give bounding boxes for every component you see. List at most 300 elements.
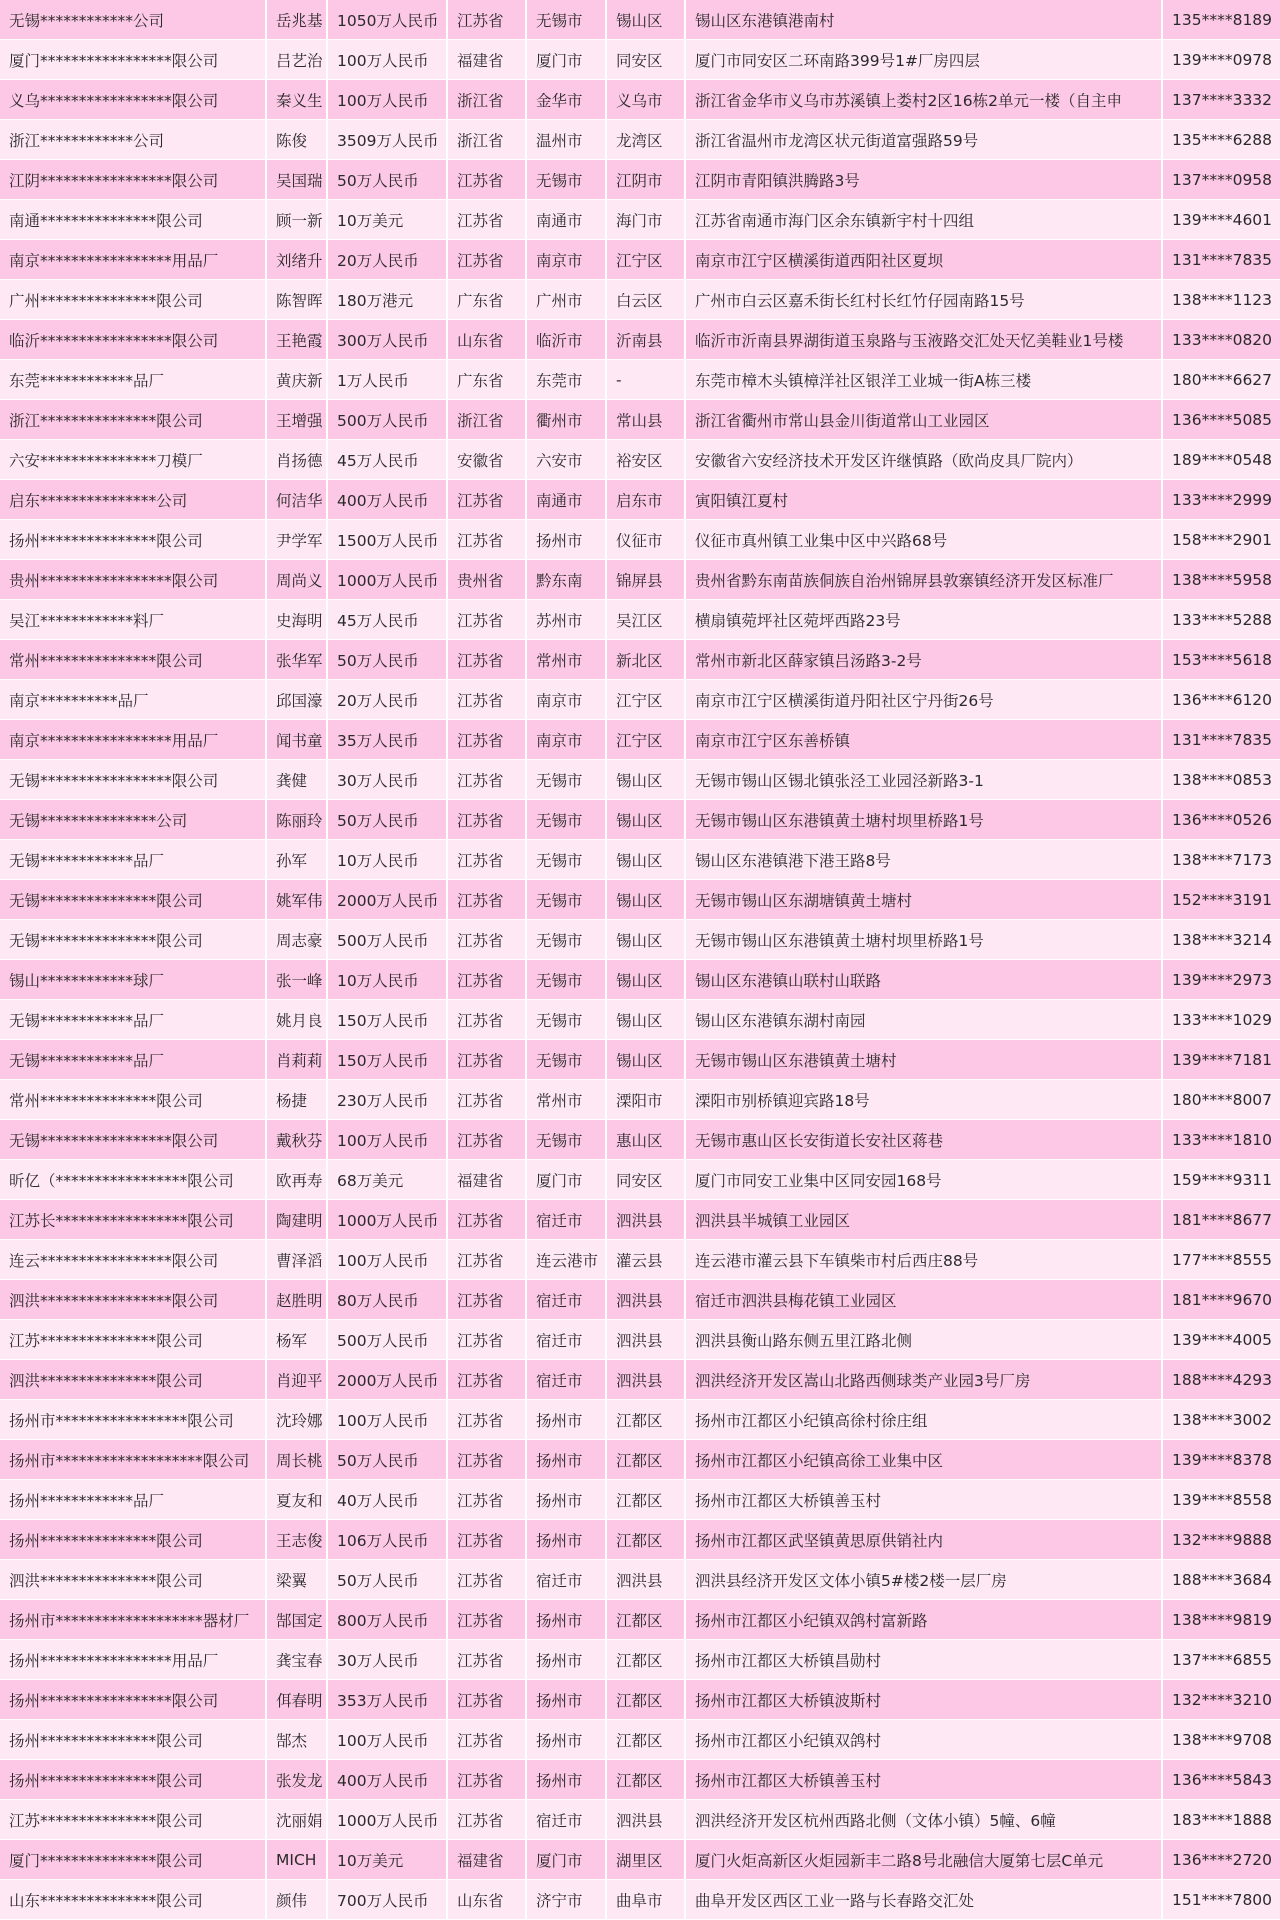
province-cell: 江苏省 — [447, 640, 526, 680]
phone-cell: 189****0548 — [1162, 440, 1280, 480]
registered-capital-cell: 50万人民币 — [327, 1560, 447, 1600]
phone-cell: 180****8007 — [1162, 1080, 1280, 1120]
city-cell: 无锡市 — [526, 760, 606, 800]
contact-person-cell: 黄庆新 — [266, 360, 327, 400]
city-cell: 苏州市 — [526, 600, 606, 640]
company-name-cell: 南京*****************用品厂 — [0, 240, 266, 280]
registered-capital-cell: 100万人民币 — [327, 1720, 447, 1760]
registered-capital-cell: 10万人民币 — [327, 960, 447, 1000]
table-row — [0, 720, 1280, 760]
phone-cell: 133****5288 — [1162, 600, 1280, 640]
city-cell: 南京市 — [526, 720, 606, 760]
company-name-cell: 扬州市*******************限公司 — [0, 1440, 266, 1480]
city-cell: 扬州市 — [526, 1440, 606, 1480]
address-cell: 锡山区东港镇山联村山联路 — [685, 960, 1162, 1000]
table-row — [0, 1160, 1280, 1200]
province-cell: 江苏省 — [447, 1680, 526, 1720]
province-cell: 江苏省 — [447, 0, 526, 40]
table-row — [0, 400, 1280, 440]
company-name-cell: 江苏***************限公司 — [0, 1320, 266, 1360]
address-cell: 泗洪县半城镇工业园区 — [685, 1200, 1162, 1240]
contact-person-cell: 曹泽滔 — [266, 1240, 327, 1280]
contact-person-cell: 肖莉莉 — [266, 1040, 327, 1080]
contact-person-cell: 颜伟 — [266, 1880, 327, 1920]
registered-capital-cell: 45万人民币 — [327, 440, 447, 480]
district-cell: - — [606, 360, 685, 400]
registered-capital-cell: 30万人民币 — [327, 1640, 447, 1680]
district-cell: 锡山区 — [606, 800, 685, 840]
company-name-cell: 无锡************公司 — [0, 0, 266, 40]
table-row — [0, 1600, 1280, 1640]
company-name-cell: 厦门***************限公司 — [0, 1840, 266, 1880]
table-row — [0, 1280, 1280, 1320]
registered-capital-cell: 35万人民币 — [327, 720, 447, 760]
district-cell: 泗洪县 — [606, 1800, 685, 1840]
district-cell: 同安区 — [606, 40, 685, 80]
registered-capital-cell: 400万人民币 — [327, 480, 447, 520]
address-cell: 浙江省衢州市常山县金川街道常山工业园区 — [685, 400, 1162, 440]
contact-person-cell: 肖扬德 — [266, 440, 327, 480]
address-cell: 锡山区东港镇港下港王路8号 — [685, 840, 1162, 880]
table-row — [0, 1240, 1280, 1280]
address-cell: 扬州市江都区小纪镇高徐村徐庄组 — [685, 1400, 1162, 1440]
district-cell: 锡山区 — [606, 760, 685, 800]
phone-cell: 139****4005 — [1162, 1320, 1280, 1360]
company-name-cell: 泗洪*****************限公司 — [0, 1280, 266, 1320]
table-row — [0, 360, 1280, 400]
city-cell: 扬州市 — [526, 1680, 606, 1720]
table-row — [0, 1320, 1280, 1360]
phone-cell: 137****0958 — [1162, 160, 1280, 200]
province-cell: 福建省 — [447, 1840, 526, 1880]
company-name-cell: 吴江************料厂 — [0, 600, 266, 640]
table-row — [0, 440, 1280, 480]
registered-capital-cell: 50万人民币 — [327, 160, 447, 200]
company-name-cell: 南京*****************用品厂 — [0, 720, 266, 760]
company-name-cell: 无锡***************限公司 — [0, 880, 266, 920]
table-row — [0, 800, 1280, 840]
province-cell: 江苏省 — [447, 160, 526, 200]
city-cell: 扬州市 — [526, 1600, 606, 1640]
district-cell: 裕安区 — [606, 440, 685, 480]
district-cell: 白云区 — [606, 280, 685, 320]
registered-capital-cell: 68万美元 — [327, 1160, 447, 1200]
contact-person-cell: 顾一新 — [266, 200, 327, 240]
city-cell: 南京市 — [526, 680, 606, 720]
registered-capital-cell: 20万人民币 — [327, 680, 447, 720]
city-cell: 东莞市 — [526, 360, 606, 400]
registered-capital-cell: 40万人民币 — [327, 1480, 447, 1520]
contact-person-cell: 张一峰 — [266, 960, 327, 1000]
district-cell: 溧阳市 — [606, 1080, 685, 1120]
province-cell: 江苏省 — [447, 1800, 526, 1840]
province-cell: 江苏省 — [447, 600, 526, 640]
city-cell: 无锡市 — [526, 160, 606, 200]
table-row — [0, 1840, 1280, 1880]
address-cell: 扬州市江都区小纪镇高徐工业集中区 — [685, 1440, 1162, 1480]
province-cell: 江苏省 — [447, 1080, 526, 1120]
contact-person-cell: 周长桃 — [266, 1440, 327, 1480]
address-cell: 江阴市青阳镇洪腾路3号 — [685, 160, 1162, 200]
district-cell: 常山县 — [606, 400, 685, 440]
contact-person-cell: 闻书童 — [266, 720, 327, 760]
address-cell: 横扇镇菀坪社区菀坪西路23号 — [685, 600, 1162, 640]
address-cell: 泗洪经济开发区嵩山北路西侧球类产业园3号厂房 — [685, 1360, 1162, 1400]
company-name-cell: 扬州************品厂 — [0, 1480, 266, 1520]
contact-person-cell: 陶建明 — [266, 1200, 327, 1240]
table-row — [0, 1640, 1280, 1680]
district-cell: 曲阜市 — [606, 1880, 685, 1920]
district-cell: 锦屏县 — [606, 560, 685, 600]
province-cell: 江苏省 — [447, 840, 526, 880]
contact-person-cell: 张华军 — [266, 640, 327, 680]
city-cell: 临沂市 — [526, 320, 606, 360]
phone-cell: 133****1810 — [1162, 1120, 1280, 1160]
city-cell: 无锡市 — [526, 1000, 606, 1040]
company-name-cell: 无锡***************公司 — [0, 800, 266, 840]
registered-capital-cell: 1500万人民币 — [327, 520, 447, 560]
city-cell: 宿迁市 — [526, 1560, 606, 1600]
contact-person-cell: 吕艺治 — [266, 40, 327, 80]
district-cell: 锡山区 — [606, 1040, 685, 1080]
phone-cell: 135****6288 — [1162, 120, 1280, 160]
province-cell: 浙江省 — [447, 120, 526, 160]
company-name-cell: 无锡*****************限公司 — [0, 1120, 266, 1160]
city-cell: 六安市 — [526, 440, 606, 480]
address-cell: 扬州市江都区武坚镇黄思原供销社内 — [685, 1520, 1162, 1560]
district-cell: 江都区 — [606, 1520, 685, 1560]
district-cell: 江都区 — [606, 1640, 685, 1680]
address-cell: 无锡市锡山区东港镇黄土塘村坝里桥路1号 — [685, 920, 1162, 960]
table-row — [0, 880, 1280, 920]
province-cell: 江苏省 — [447, 880, 526, 920]
contact-person-cell: 陈智晖 — [266, 280, 327, 320]
address-cell: 扬州市江都区大桥镇善玉村 — [685, 1480, 1162, 1520]
phone-cell: 138****1123 — [1162, 280, 1280, 320]
registered-capital-cell: 100万人民币 — [327, 40, 447, 80]
phone-cell: 181****8677 — [1162, 1200, 1280, 1240]
address-cell: 溧阳市别桥镇迎宾路18号 — [685, 1080, 1162, 1120]
city-cell: 宿迁市 — [526, 1200, 606, 1240]
district-cell: 泗洪县 — [606, 1200, 685, 1240]
address-cell: 无锡市锡山区东港镇黄土塘村 — [685, 1040, 1162, 1080]
table-row — [0, 1880, 1280, 1920]
phone-cell: 137****6855 — [1162, 1640, 1280, 1680]
contact-person-cell: 杨捷 — [266, 1080, 327, 1120]
province-cell: 江苏省 — [447, 800, 526, 840]
address-cell: 浙江省金华市义乌市苏溪镇上娄村2区16栋2单元一楼（自主申 — [685, 80, 1162, 120]
district-cell: 江都区 — [606, 1480, 685, 1520]
district-cell: 泗洪县 — [606, 1320, 685, 1360]
table-row — [0, 1040, 1280, 1080]
registered-capital-cell: 700万人民币 — [327, 1880, 447, 1920]
registered-capital-cell: 1000万人民币 — [327, 560, 447, 600]
address-cell: 无锡市锡山区东湖塘镇黄土塘村 — [685, 880, 1162, 920]
contact-person-cell: 佴春明 — [266, 1680, 327, 1720]
city-cell: 无锡市 — [526, 800, 606, 840]
registered-capital-cell: 150万人民币 — [327, 1040, 447, 1080]
address-cell: 临沂市沂南县界湖街道玉泉路与玉液路交汇处天忆美鞋业1号楼 — [685, 320, 1162, 360]
province-cell: 江苏省 — [447, 760, 526, 800]
company-name-cell: 常州***************限公司 — [0, 640, 266, 680]
address-cell: 扬州市江都区小纪镇双鸽村富新路 — [685, 1600, 1162, 1640]
table-row — [0, 840, 1280, 880]
province-cell: 浙江省 — [447, 80, 526, 120]
province-cell: 江苏省 — [447, 1000, 526, 1040]
province-cell: 江苏省 — [447, 1600, 526, 1640]
district-cell: 江都区 — [606, 1720, 685, 1760]
registered-capital-cell: 50万人民币 — [327, 1440, 447, 1480]
contact-person-cell: 岳兆基 — [266, 0, 327, 40]
province-cell: 江苏省 — [447, 960, 526, 1000]
province-cell: 广东省 — [447, 360, 526, 400]
table-row — [0, 1400, 1280, 1440]
phone-cell: 177****8555 — [1162, 1240, 1280, 1280]
address-cell: 安徽省六安经济技术开发区许继慎路（欧尚皮具厂院内） — [685, 440, 1162, 480]
registered-capital-cell: 50万人民币 — [327, 800, 447, 840]
province-cell: 安徽省 — [447, 440, 526, 480]
registered-capital-cell: 2000万人民币 — [327, 1360, 447, 1400]
table-row — [0, 1800, 1280, 1840]
phone-cell: 132****9888 — [1162, 1520, 1280, 1560]
contact-person-cell: 吴国瑞 — [266, 160, 327, 200]
contact-person-cell: MICH — [266, 1840, 327, 1880]
district-cell: 江都区 — [606, 1600, 685, 1640]
address-cell: 锡山区东港镇港南村 — [685, 0, 1162, 40]
contact-person-cell: 秦义生 — [266, 80, 327, 120]
table-row — [0, 160, 1280, 200]
district-cell: 锡山区 — [606, 880, 685, 920]
registered-capital-cell: 353万人民币 — [327, 1680, 447, 1720]
registered-capital-cell: 230万人民币 — [327, 1080, 447, 1120]
company-name-cell: 贵州*****************限公司 — [0, 560, 266, 600]
city-cell: 无锡市 — [526, 960, 606, 1000]
district-cell: 义乌市 — [606, 80, 685, 120]
address-cell: 江苏省南通市海门区余东镇新宇村十四组 — [685, 200, 1162, 240]
phone-cell: 131****7835 — [1162, 240, 1280, 280]
phone-cell: 136****5843 — [1162, 1760, 1280, 1800]
table-row — [0, 640, 1280, 680]
table-row — [0, 1520, 1280, 1560]
city-cell: 扬州市 — [526, 1760, 606, 1800]
table-row — [0, 1200, 1280, 1240]
registered-capital-cell: 500万人民币 — [327, 400, 447, 440]
province-cell: 江苏省 — [447, 720, 526, 760]
registered-capital-cell: 50万人民币 — [327, 640, 447, 680]
table-row — [0, 1120, 1280, 1160]
city-cell: 广州市 — [526, 280, 606, 320]
contact-person-cell: 肖迎平 — [266, 1360, 327, 1400]
province-cell: 福建省 — [447, 1160, 526, 1200]
table-row — [0, 80, 1280, 120]
registered-capital-cell: 10万美元 — [327, 1840, 447, 1880]
address-cell: 南京市江宁区横溪街道丹阳社区宁丹街26号 — [685, 680, 1162, 720]
contact-person-cell: 赵胜明 — [266, 1280, 327, 1320]
phone-cell: 138****7173 — [1162, 840, 1280, 880]
district-cell: 新北区 — [606, 640, 685, 680]
table-row — [0, 1360, 1280, 1400]
registered-capital-cell: 30万人民币 — [327, 760, 447, 800]
province-cell: 江苏省 — [447, 1720, 526, 1760]
city-cell: 温州市 — [526, 120, 606, 160]
registered-capital-cell: 800万人民币 — [327, 1600, 447, 1640]
company-name-cell: 扬州市*******************器材厂 — [0, 1600, 266, 1640]
address-cell: 连云港市灌云县下车镇柴市村后西庄88号 — [685, 1240, 1162, 1280]
district-cell: 江都区 — [606, 1760, 685, 1800]
province-cell: 山东省 — [447, 320, 526, 360]
phone-cell: 136****0526 — [1162, 800, 1280, 840]
address-cell: 贵州省黔东南苗族侗族自治州锦屏县敦寨镇经济开发区标准厂 — [685, 560, 1162, 600]
district-cell: 江宁区 — [606, 680, 685, 720]
address-cell: 无锡市锡山区东港镇黄土塘村坝里桥路1号 — [685, 800, 1162, 840]
phone-cell: 138****3002 — [1162, 1400, 1280, 1440]
district-cell: 江都区 — [606, 1440, 685, 1480]
registered-capital-cell: 10万美元 — [327, 200, 447, 240]
phone-cell: 188****3684 — [1162, 1560, 1280, 1600]
registered-capital-cell: 1万人民币 — [327, 360, 447, 400]
contact-person-cell: 陈俊 — [266, 120, 327, 160]
table-row — [0, 480, 1280, 520]
contact-person-cell: 杨军 — [266, 1320, 327, 1360]
city-cell: 扬州市 — [526, 520, 606, 560]
company-name-cell: 扬州*****************用品厂 — [0, 1640, 266, 1680]
province-cell: 江苏省 — [447, 1040, 526, 1080]
company-name-cell: 六安***************刀模厂 — [0, 440, 266, 480]
city-cell: 厦门市 — [526, 1840, 606, 1880]
company-name-cell: 临沂*****************限公司 — [0, 320, 266, 360]
phone-cell: 158****2901 — [1162, 520, 1280, 560]
company-name-cell: 启东***************公司 — [0, 480, 266, 520]
address-cell: 泗洪经济开发区杭州西路北侧（文体小镇）5幢、6幢 — [685, 1800, 1162, 1840]
province-cell: 江苏省 — [447, 240, 526, 280]
registered-capital-cell: 1000万人民币 — [327, 1200, 447, 1240]
company-name-cell: 泗洪***************限公司 — [0, 1360, 266, 1400]
contact-person-cell: 尹学军 — [266, 520, 327, 560]
company-name-cell: 泗洪***************限公司 — [0, 1560, 266, 1600]
city-cell: 宿迁市 — [526, 1800, 606, 1840]
province-cell: 江苏省 — [447, 1480, 526, 1520]
contact-person-cell: 陈丽玲 — [266, 800, 327, 840]
district-cell: 湖里区 — [606, 1840, 685, 1880]
province-cell: 广东省 — [447, 280, 526, 320]
city-cell: 南通市 — [526, 200, 606, 240]
registered-capital-cell: 3509万人民币 — [327, 120, 447, 160]
company-name-cell: 扬州***************限公司 — [0, 1520, 266, 1560]
registered-capital-cell: 500万人民币 — [327, 920, 447, 960]
district-cell: 江都区 — [606, 1400, 685, 1440]
address-cell: 广州市白云区嘉禾街长红村长红竹仔园南路15号 — [685, 280, 1162, 320]
company-name-cell: 昕亿（*****************限公司 — [0, 1160, 266, 1200]
registered-capital-cell: 45万人民币 — [327, 600, 447, 640]
contact-person-cell: 龚健 — [266, 760, 327, 800]
phone-cell: 131****7835 — [1162, 720, 1280, 760]
company-name-cell: 江苏***************限公司 — [0, 1800, 266, 1840]
contact-person-cell: 何洁华 — [266, 480, 327, 520]
table-row — [0, 1560, 1280, 1600]
company-name-cell: 义乌*****************限公司 — [0, 80, 266, 120]
contact-person-cell: 郜杰 — [266, 1720, 327, 1760]
province-cell: 江苏省 — [447, 1640, 526, 1680]
table-row — [0, 1720, 1280, 1760]
city-cell: 无锡市 — [526, 1040, 606, 1080]
city-cell: 南通市 — [526, 480, 606, 520]
contact-person-cell: 姚军伟 — [266, 880, 327, 920]
company-name-cell: 扬州***************限公司 — [0, 1720, 266, 1760]
district-cell: 海门市 — [606, 200, 685, 240]
address-cell: 厦门市同安区二环南路399号1#厂房四层 — [685, 40, 1162, 80]
table-row — [0, 40, 1280, 80]
table-row — [0, 760, 1280, 800]
company-name-cell: 南京**********品厂 — [0, 680, 266, 720]
contact-person-cell: 姚月良 — [266, 1000, 327, 1040]
table-row — [0, 1080, 1280, 1120]
company-name-cell: 扬州***************限公司 — [0, 520, 266, 560]
city-cell: 南京市 — [526, 240, 606, 280]
phone-cell: 138****9708 — [1162, 1720, 1280, 1760]
city-cell: 宿迁市 — [526, 1320, 606, 1360]
phone-cell: 133****1029 — [1162, 1000, 1280, 1040]
phone-cell: 136****6120 — [1162, 680, 1280, 720]
province-cell: 江苏省 — [447, 1440, 526, 1480]
district-cell: 锡山区 — [606, 0, 685, 40]
table-row — [0, 600, 1280, 640]
company-name-cell: 连云*****************限公司 — [0, 1240, 266, 1280]
address-cell: 无锡市锡山区锡北镇张泾工业园泾新路3-1 — [685, 760, 1162, 800]
address-cell: 东莞市樟木头镇樟洋社区银洋工业城一街A栋三楼 — [685, 360, 1162, 400]
district-cell: 江宁区 — [606, 240, 685, 280]
district-cell: 吴江区 — [606, 600, 685, 640]
province-cell: 江苏省 — [447, 1280, 526, 1320]
registered-capital-cell: 150万人民币 — [327, 1000, 447, 1040]
company-name-cell: 无锡************品厂 — [0, 840, 266, 880]
registered-capital-cell: 2000万人民币 — [327, 880, 447, 920]
province-cell: 浙江省 — [447, 400, 526, 440]
address-cell: 无锡市惠山区长安街道长安社区蒋巷 — [685, 1120, 1162, 1160]
phone-cell: 132****3210 — [1162, 1680, 1280, 1720]
contact-person-cell: 史海明 — [266, 600, 327, 640]
phone-cell: 138****0853 — [1162, 760, 1280, 800]
city-cell: 常州市 — [526, 1080, 606, 1120]
phone-cell: 135****8189 — [1162, 0, 1280, 40]
contact-person-cell: 沈丽娟 — [266, 1800, 327, 1840]
city-cell: 扬州市 — [526, 1720, 606, 1760]
province-cell: 贵州省 — [447, 560, 526, 600]
address-cell: 曲阜开发区西区工业一路与长春路交汇处 — [685, 1880, 1162, 1920]
company-name-cell: 山东***************限公司 — [0, 1880, 266, 1920]
phone-cell: 138****5958 — [1162, 560, 1280, 600]
company-name-cell: 浙江***************限公司 — [0, 400, 266, 440]
address-cell: 宿迁市泗洪县梅花镇工业园区 — [685, 1280, 1162, 1320]
address-cell: 南京市江宁区横溪街道西阳社区夏坝 — [685, 240, 1162, 280]
address-cell: 扬州市江都区大桥镇昌勋村 — [685, 1640, 1162, 1680]
company-name-cell: 无锡***************限公司 — [0, 920, 266, 960]
phone-cell: 183****1888 — [1162, 1800, 1280, 1840]
phone-cell: 138****9819 — [1162, 1600, 1280, 1640]
contact-person-cell: 王增强 — [266, 400, 327, 440]
registered-capital-cell: 80万人民币 — [327, 1280, 447, 1320]
contact-person-cell: 龚宝春 — [266, 1640, 327, 1680]
company-name-cell: 扬州*****************限公司 — [0, 1680, 266, 1720]
city-cell: 无锡市 — [526, 920, 606, 960]
city-cell: 连云港市 — [526, 1240, 606, 1280]
province-cell: 江苏省 — [447, 1760, 526, 1800]
contact-person-cell: 刘绪升 — [266, 240, 327, 280]
province-cell: 江苏省 — [447, 1400, 526, 1440]
company-name-cell: 厦门*****************限公司 — [0, 40, 266, 80]
registered-capital-cell: 1000万人民币 — [327, 1800, 447, 1840]
contact-person-cell: 周志豪 — [266, 920, 327, 960]
address-cell: 寅阳镇江夏村 — [685, 480, 1162, 520]
